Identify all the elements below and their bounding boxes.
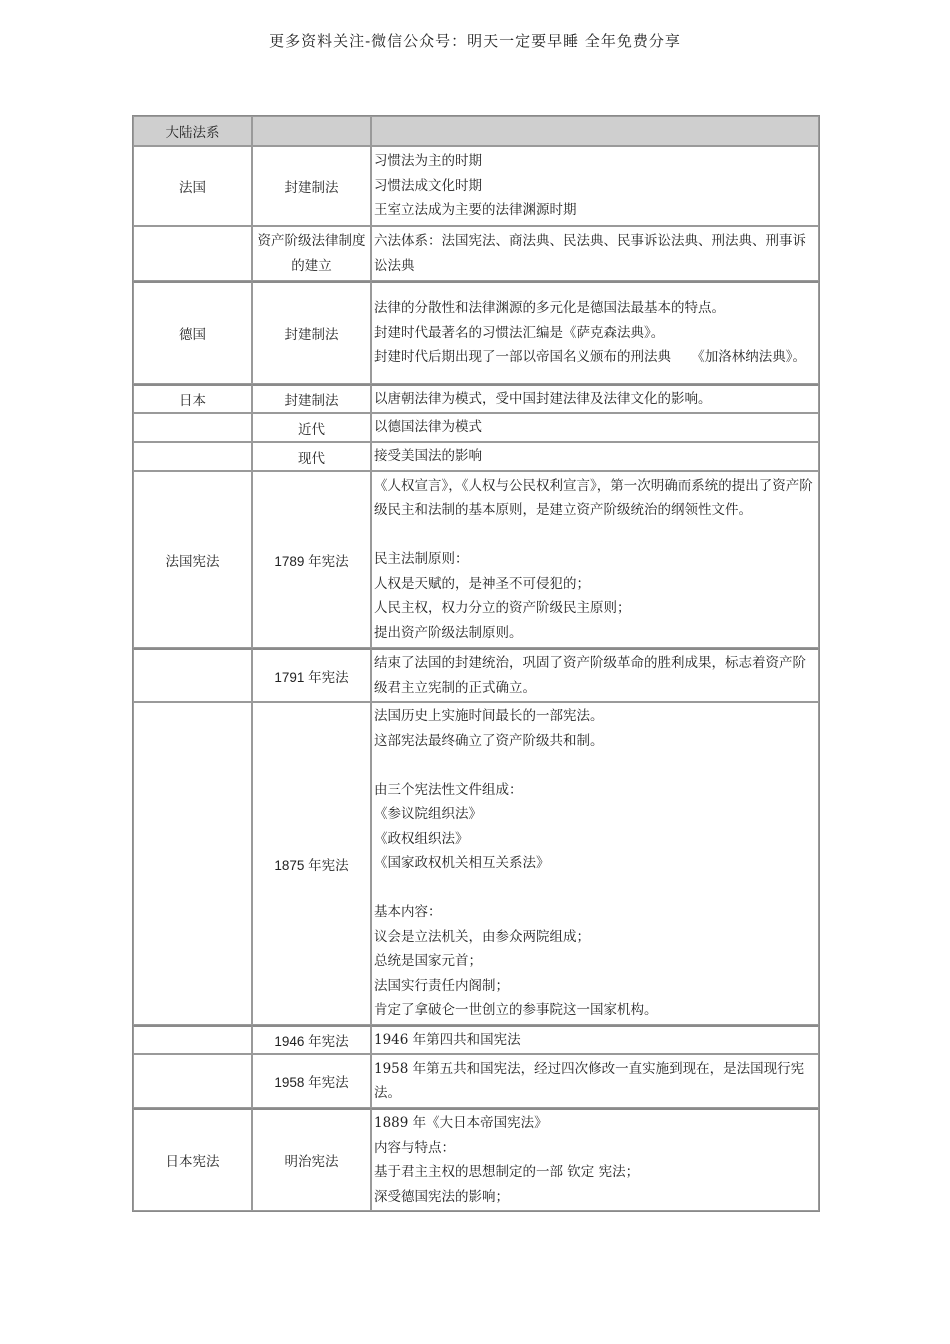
country-cell: 法国: [133, 146, 252, 226]
content-line: 总统是国家元首；: [374, 953, 482, 970]
content-cell: 以德国法律为模式: [371, 413, 819, 442]
content-line: 法国历史上实施时间最长的一部宪法。: [374, 708, 604, 725]
period-cell: 1946 年宪法: [252, 1025, 371, 1054]
table-row: [133, 1025, 819, 1054]
content-line: 习惯法为主的时期: [374, 153, 482, 170]
period-cell: 1958 年宪法: [252, 1054, 371, 1108]
period-cell: 明治宪法: [252, 1108, 371, 1211]
table-header-row: [133, 116, 819, 146]
content-line: 这部宪法最终确立了资产阶级共和制。: [374, 732, 604, 749]
period-cell: 封建制法: [252, 384, 371, 413]
content-line: 提出资产阶级法制原则。: [374, 624, 523, 641]
content-line: 法律的分散性和法律渊源的多元化是德国法最基本的特点。: [374, 300, 725, 317]
content-line: 法国实行责任内阁制；: [374, 977, 509, 994]
legal-system-table: [132, 115, 820, 1212]
table-row: [133, 281, 819, 384]
table-row: [133, 1108, 819, 1211]
content-cell: [371, 281, 819, 384]
table-row: [133, 471, 819, 648]
period-cell: 现代: [252, 442, 371, 471]
content-line: 《国家政权机关相互关系法》: [374, 855, 550, 872]
content-line: 《参议院组织法》: [374, 806, 482, 823]
content-line: 1958 年第五共和国宪法，经过四次修改一直实施到现在，是法国现行宪法。: [374, 1060, 805, 1101]
content-cell: [371, 648, 819, 702]
period-cell: 封建制法: [252, 146, 371, 226]
content-line: 基本内容：: [374, 904, 442, 921]
content-line: 人民主权，权力分立的资产阶级民主原则；: [374, 600, 631, 617]
country-cell: 日本: [133, 384, 252, 413]
table-row: [133, 226, 819, 281]
table-row: [133, 1054, 819, 1108]
content-line: 《人权宣言》，《人权与公民权利宣言》，第一次明确而系统的提出了资产阶级民主和法制的基本原则，是建立资产阶级统治的纲领性文件。: [374, 477, 813, 519]
content-line: 民主法制原则：: [374, 551, 469, 568]
content-line: 肯定了拿破仑一世创立的参事院这一国家机构。: [374, 1002, 658, 1019]
content-line: 人权是天赋的，是神圣不可侵犯的；: [374, 575, 590, 592]
content-cell: [371, 1054, 819, 1108]
content-line: 由三个宪法性文件组成：: [374, 781, 523, 798]
period-cell: 近代: [252, 413, 371, 442]
content-line: 王室立法成为主要的法律渊源时期: [374, 202, 577, 219]
content-line: 《政权组织法》: [374, 830, 469, 847]
period-cell: 1789 年宪法: [252, 471, 371, 648]
content-cell: 以唐朝法律为模式，受中国封建法律及法律文化的影响。: [371, 384, 819, 413]
period-cell: 封建制法: [252, 281, 371, 384]
content-line: 六法体系：法国宪法、商法典、民法典、民事诉讼法典、刑法典、刑事诉讼法典: [374, 233, 806, 274]
content-line: 深受德国宪法的影响；: [374, 1188, 509, 1205]
country-cell: 德国: [133, 281, 252, 384]
country-cell: 日本宪法: [133, 1108, 252, 1211]
page-header: 更多资料关注-微信公众号：明天一定要早睡 全年免费分享: [269, 32, 681, 50]
content-line: 内容与特点：: [374, 1139, 455, 1156]
table-row: [133, 648, 819, 702]
content-line: 习惯法成文化时期: [374, 177, 482, 194]
content-cell: [371, 471, 819, 648]
content-line: 1889 年《大日本帝国宪法》: [374, 1115, 548, 1131]
content-cell: 1946 年第四共和国宪法: [371, 1025, 819, 1054]
content-line: 结束了法国的封建统治，巩固了资产阶级革命的胜利成果，标志着资产阶级君主立宪制的正式确立。: [374, 655, 806, 696]
country-cell: 法国宪法: [133, 471, 252, 648]
table-row: [133, 442, 819, 471]
table-row: [133, 702, 819, 1025]
content-line: 基于君主主权的思想制定的一部 钦定 宪法；: [374, 1164, 640, 1180]
table-row: [133, 413, 819, 442]
table-row: [133, 146, 819, 226]
period-cell: 1791 年宪法: [252, 648, 371, 702]
table-row: [133, 384, 819, 413]
table-title: 大陆法系: [133, 116, 252, 146]
content-cell: [371, 702, 819, 1025]
content-line: 封建时代最著名的习惯法汇编是《萨克森法典》。: [374, 324, 665, 341]
content-cell: [371, 1108, 819, 1211]
content-cell: [371, 226, 819, 281]
content-cell: [371, 146, 819, 226]
content-cell: 接受美国法的影响: [371, 442, 819, 471]
content-line: 议会是立法机关，由参众两院组成；: [374, 928, 590, 945]
period-cell: 1875 年宪法: [252, 702, 371, 1025]
period-cell: 资产阶级法律制度的建立: [252, 226, 371, 281]
content-line: 封建时代后期出现了一部以帝国名义颁布的刑法典 《加洛林纳法典》。: [374, 349, 806, 366]
